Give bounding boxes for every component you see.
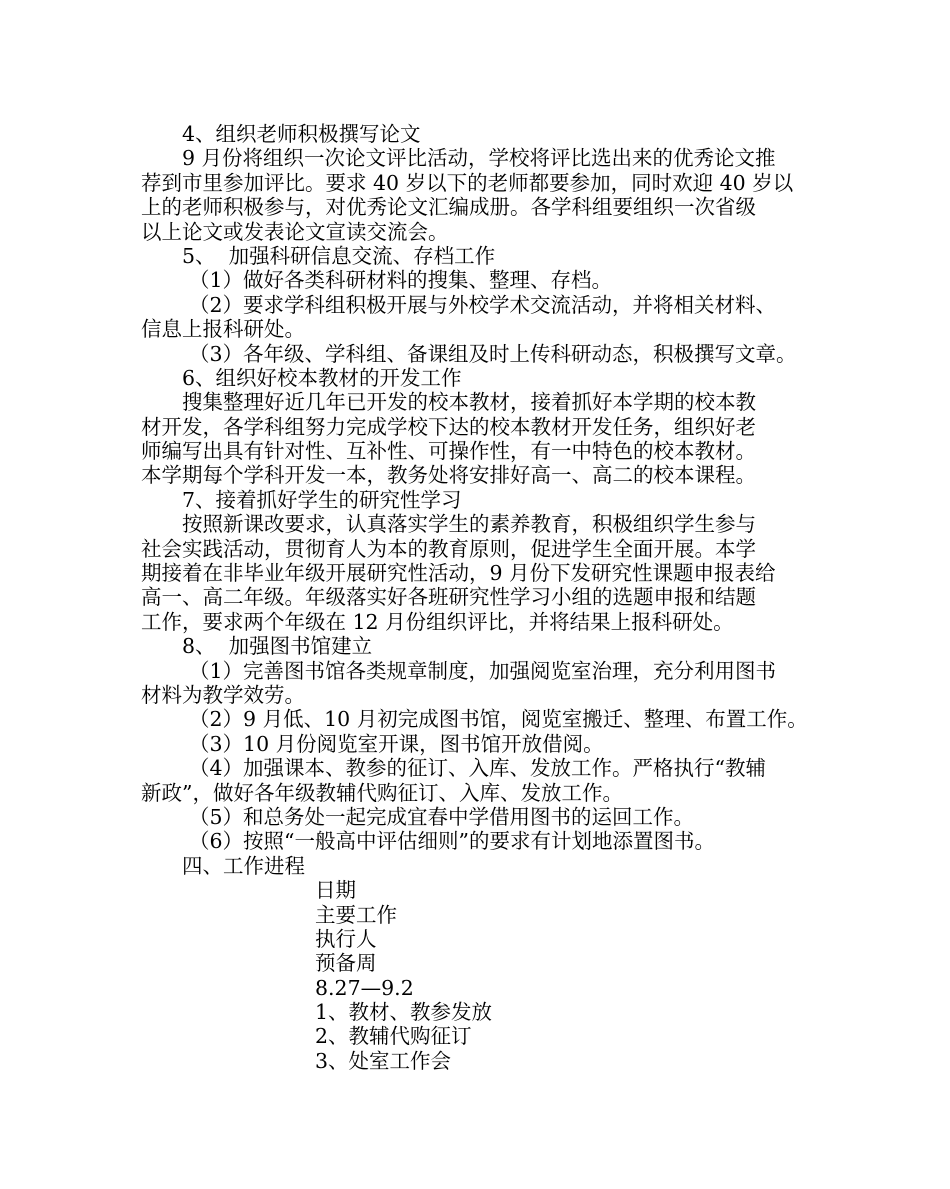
text-line: 搜集整理好近几年已开发的校本教材，接着抓好本学期的校本教 bbox=[182, 390, 756, 415]
text-line: 以上论文或发表论文宣读交流会。 bbox=[141, 219, 449, 244]
text-line: （3）10 月份阅览室开课，图书馆开放借阅。 bbox=[189, 731, 604, 756]
text-line: 本学期每个学科开发一本，教务处将安排好高一、高二的校本课程。 bbox=[141, 463, 756, 488]
text-line: （6）按照“一般高中评估细则”的要求有计划地添置图书。 bbox=[189, 829, 716, 854]
text-line: 工作，要求两个年级在 12 月份组织评比，并将结果上报科研处。 bbox=[141, 609, 734, 634]
text-line: 9 月份将组织一次论文评比活动，学校将评比选出来的优秀论文推 bbox=[182, 146, 776, 171]
text-line: 四、工作进程 bbox=[182, 853, 305, 878]
text-line: 高一、高二年级。年级落实好各班研究性学习小组的选题申报和结题 bbox=[141, 585, 756, 610]
text-line: 材料为教学效劳。 bbox=[141, 682, 305, 707]
text-line: 社会实践活动，贯彻育人为本的教育原则，促进学生全面开展。本学 bbox=[141, 536, 756, 561]
text-line: 5、 加强科研信息交流、存档工作 bbox=[182, 243, 496, 268]
text-line: （1）完善图书馆各类规章制度，加强阅览室治理，充分利用图书 bbox=[189, 658, 777, 683]
text-line: （5）和总务处一起完成宜春中学借用图书的运回工作。 bbox=[189, 804, 695, 829]
text-line: 荐到市里参加评比。要求 40 岁以下的老师都要参加，同时欢迎 40 岁以 bbox=[141, 170, 794, 195]
document-body bbox=[141, 122, 821, 1073]
text-line: 1、教材、教参发放 bbox=[315, 1000, 493, 1025]
text-line: 按照新课改要求，认真落实学生的素养教育，积极组织学生参与 bbox=[182, 512, 756, 537]
text-line: 信息上报科研处。 bbox=[141, 317, 305, 342]
text-line: 主要工作 bbox=[315, 902, 397, 927]
text-line: 期接着在非毕业年级开展研究性活动，9 月份下发研究性课题申报表给 bbox=[141, 561, 776, 586]
text-line: 师编写出具有针对性、互补性、可操作性，有一中特色的校本教材。 bbox=[141, 439, 756, 464]
text-line: 新政”，做好各年级教辅代购征订、入库、发放工作。 bbox=[141, 780, 623, 805]
text-line: （2）要求学科组积极开展与外校学术交流活动，并将相关材料、 bbox=[189, 292, 777, 317]
text-line: 预备周 bbox=[315, 951, 377, 976]
text-line: （1）做好各类科研材料的搜集、整理、存档。 bbox=[189, 268, 613, 293]
text-line: 8、 加强图书馆建立 bbox=[182, 634, 373, 659]
text-line: （2）9 月低、10 月初完成图书馆，阅览室搬迁、整理、布置工作。 bbox=[189, 707, 808, 732]
text-line: 日期 bbox=[315, 878, 356, 903]
text-line: 执行人 bbox=[315, 926, 377, 951]
text-line: 6、组织好校本教材的开发工作 bbox=[182, 365, 462, 390]
text-line: 4、组织老师积极撰写论文 bbox=[182, 122, 421, 146]
text-line: 3、处室工作会 bbox=[315, 1048, 452, 1073]
text-line: 上的老师积极参与，对优秀论文汇编成册。各学科组要组织一次省级 bbox=[141, 195, 756, 220]
text-line: 2、教辅代购征订 bbox=[315, 1024, 472, 1049]
text-line: （3）各年级、学科组、备课组及时上传科研动态，积极撰写文章。 bbox=[189, 341, 797, 366]
text-line: （4）加强课本、教参的征订、入库、发放工作。严格执行“教辅 bbox=[189, 756, 767, 781]
text-line: 7、接着抓好学生的研究性学习 bbox=[182, 487, 462, 512]
text-line: 8.27—9.2 bbox=[315, 975, 414, 1000]
text-line: 材开发，各学科组努力完成学校下达的校本教材开发任务，组织好老 bbox=[141, 414, 756, 439]
